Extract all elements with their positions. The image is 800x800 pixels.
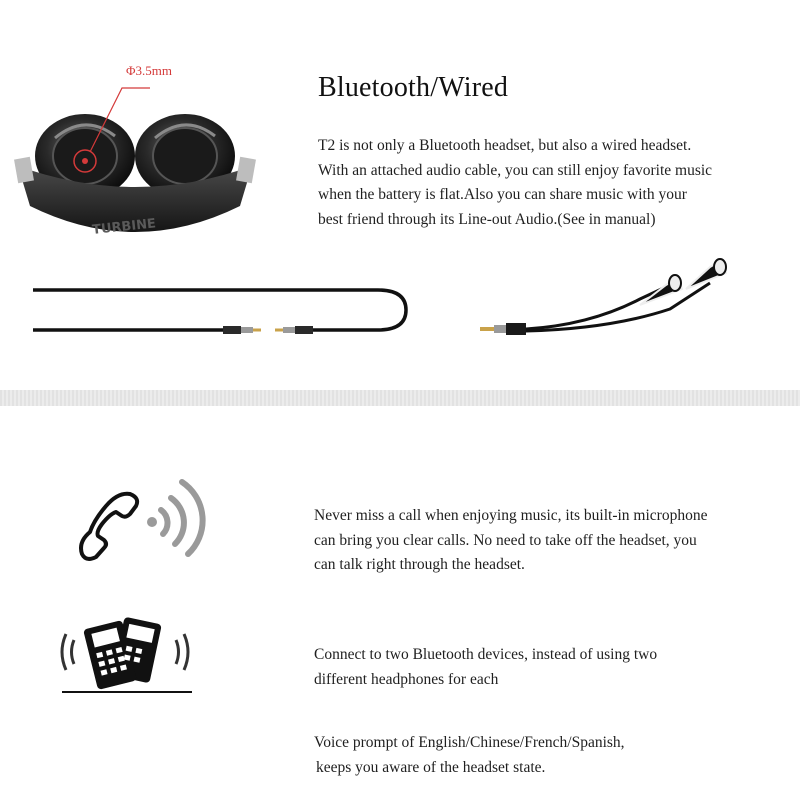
section-divider [0, 390, 800, 406]
multipoint-description [314, 643, 657, 692]
paragraph-line: With an attached audio cable, you can still enjoy favorite music [318, 161, 713, 179]
paragraph-line: can bring you clear calls. No need to take off the headset, you [314, 531, 697, 549]
paragraph-line: keeps you aware of the headset state. [316, 758, 546, 776]
paragraph-line: Voice prompt of English/Chinese/French/Spanish, [314, 734, 625, 751]
headphones-image [10, 58, 260, 258]
page-title: Bluetooth/Wired [318, 72, 509, 103]
jack-size-callout: Φ3.5mm [126, 63, 172, 78]
paragraph-line: can talk right through the headset. [314, 556, 525, 573]
phone-call-icon [68, 462, 218, 577]
dual-phones-icon [52, 612, 198, 696]
voice-prompt-description [314, 731, 625, 780]
brand-text: TURBINE [91, 216, 157, 238]
paragraph-line: Connect to two Bluetooth devices, instead of using two [314, 646, 658, 663]
paragraph-line: best friend through its Line-out Audio.(See in manual) [318, 210, 656, 228]
call-description [314, 504, 707, 578]
paragraph-line: Never miss a call when enjoying music, its built-in microphone [314, 507, 708, 524]
splitter-cable-image [470, 255, 750, 345]
paragraph-line: when the battery is flat.Also you can share music with your [318, 186, 687, 203]
paragraph-line: different headphones for each [314, 670, 499, 688]
audio-cable-image [28, 280, 418, 340]
wired-description [318, 134, 712, 232]
paragraph-line: T2 is not only a Bluetooth headset, but also a wired headset. [318, 137, 692, 154]
